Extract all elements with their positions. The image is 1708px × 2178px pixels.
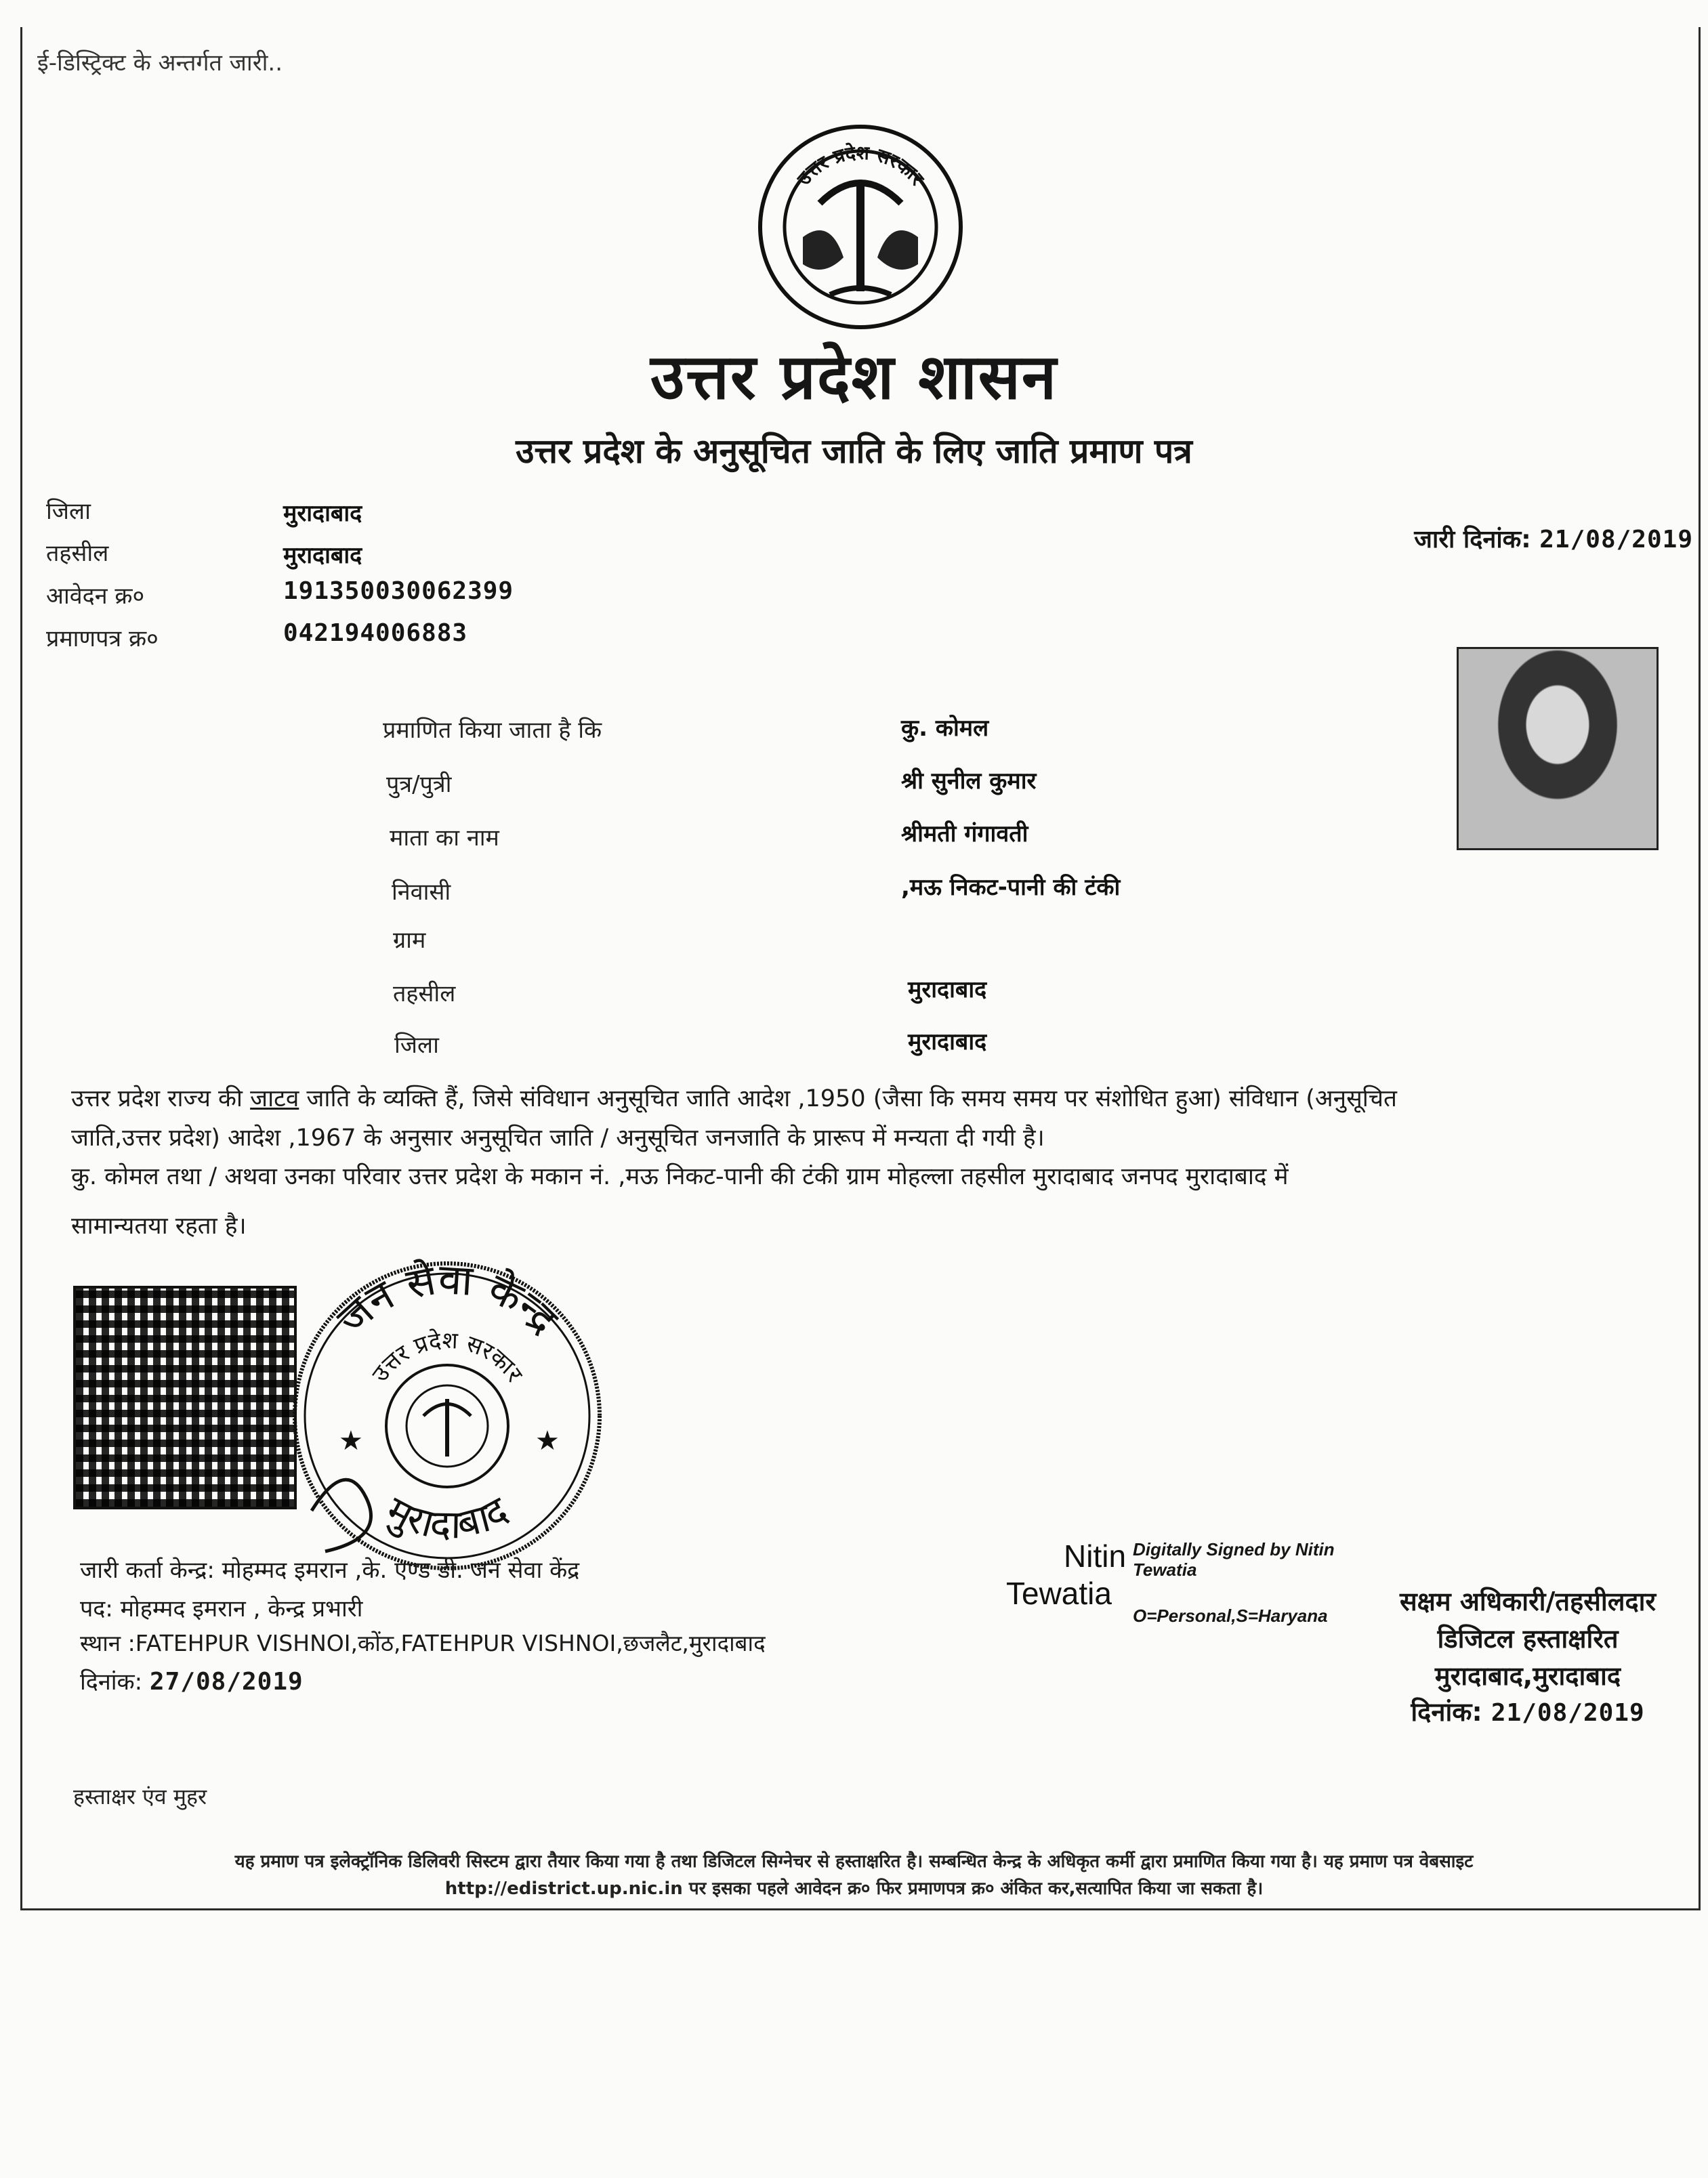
village-label: ग्राम: [393, 927, 426, 954]
authority-date-label: दिनांक:: [1411, 1697, 1482, 1727]
mother-name: श्रीमती गंगावती: [901, 820, 1028, 847]
svg-text:★: ★: [339, 1425, 363, 1457]
up-government-emblem: [755, 122, 965, 332]
issuer-date: [80, 1665, 304, 1696]
authority-date: [1369, 1694, 1687, 1729]
seal-inner-text: उत्तर प्रदेश सरकार: [367, 1326, 528, 1387]
certificate-title: उत्तर प्रदेश के अनुसूचित जाति के लिए जाति प्रमाण पत्र: [516, 432, 1192, 471]
applicant-photo: [1457, 647, 1659, 850]
digitally-signed-line1: Digitally Signed by Nitin: [1133, 1539, 1335, 1559]
seal-bottom-text: मुरादाबाद: [379, 1486, 516, 1548]
father-name: श्री सुनील कुमार: [901, 768, 1037, 795]
certificate-no-label: प्रमाणपत्र क्र०: [46, 625, 159, 652]
body-line-1: उत्तर प्रदेश राज्य की जाटव जाति के व्यक्ति हैं, जिसे संविधान अनुसूचित जाति आदेश ,1950 (जैसा कि समय समय पर संशोधित हुआ) संविधान (अनुसूचित: [71, 1085, 1397, 1112]
issue-date-label: जारी दिनांक:: [1414, 526, 1531, 553]
svg-text:मुरादाबाद: [379, 1486, 516, 1547]
body-line-2: जाति,उत्तर प्रदेश) आदेश ,1967 के अनुसार अनुसूचित जाति / अनुसूचित जनजाति के प्रारूप में मन्यता दी गयी है।: [71, 1125, 1045, 1152]
jan-seva-kendra-seal: [285, 1253, 610, 1578]
issuer-place: स्थान :FATEHPUR VISHNOI,कोंठ,FATEHPUR VISHNOI,छजलैट,मुरादाबाद: [80, 1630, 766, 1656]
district-value: मुरादाबाद: [283, 500, 362, 527]
body-line-4: सामान्यतया रहता है।: [71, 1213, 247, 1240]
district-detail-label: जिला: [394, 1032, 439, 1059]
tehsil-label: तहसील: [46, 540, 109, 567]
district-detail-value: मुरादाबाद: [908, 1028, 987, 1055]
footer-line-2: http://edistrict.up.nic.in पर इसका पहले आवेदन क्र० फिर प्रमाणपत्र क्र० अंकित कर,सत्यापित किया जा सकता है।: [444, 1879, 1264, 1899]
mother-label: माता का नाम: [390, 824, 499, 852]
issuer-date-value: 27/08/2019: [149, 1668, 304, 1696]
application-no-value: 191350030062399: [283, 577, 514, 605]
edistrict-note: ई-डिस्ट्रिक्ट के अन्तर्गत जारी..: [37, 49, 283, 77]
resident-label: निवासी: [392, 879, 451, 906]
issue-date: [1414, 522, 1693, 555]
qr-code: [73, 1286, 297, 1509]
emblem-text: उत्तर प्रदेश सरकार: [792, 141, 929, 190]
applicant-name: कु. कोमल: [901, 715, 989, 742]
footer-line-1: यह प्रमाण पत्र इलेक्ट्रॉनिक डिलिवरी सिस्टम द्वारा तैयार किया गया है तथा डिजिटल सिग्नेचर से हस्ताक्षरित है। सम्बन्धित केन्द्र के अधिकृत कर्मी द्वारा प्रमाणित किया गया है। यह प्रमाण पत्र वेबसाइट: [234, 1851, 1474, 1872]
signer-last-name: Tewatia: [1006, 1576, 1112, 1611]
government-title: उत्तर प्रदेश शासन: [650, 341, 1058, 413]
signature-org: O=Personal,S=Haryana: [1133, 1606, 1328, 1626]
digitally-signed-line2: Tewatia: [1133, 1559, 1197, 1580]
tehsil-detail-label: तहसील: [393, 980, 456, 1007]
body-line-3: कु. कोमल तथा / अथवा उनका परिवार उत्तर प्रदेश के मकान नं. ,मऊ निकट-पानी की टंकी ग्राम मोहल्ला तहसील मुरादाबाद जनपद मुरादाबाद में: [71, 1163, 1289, 1190]
tehsil-value: मुरादाबाद: [283, 542, 362, 569]
parent-label: पुत्र/पुत्री: [386, 771, 452, 798]
signer-first-name: Nitin: [1064, 1538, 1127, 1574]
issuer-post: पद: मोहम्मद इमरान , केन्द्र प्रभारी: [80, 1595, 363, 1622]
certificate-no-value: 042194006883: [283, 619, 468, 647]
tehsil-detail-value: मुरादाबाद: [908, 976, 987, 1003]
signature-stamp-label: हस्ताक्षर एंव मुहर: [73, 1784, 207, 1809]
authority-place: मुरादाबाद,मुरादाबाद: [1434, 1661, 1621, 1691]
issue-date-value: 21/08/2019: [1539, 526, 1693, 553]
seal-outer-text: जन सेवा केन्द्र: [327, 1253, 568, 1344]
application-no-label: आवेदन क्र०: [46, 583, 145, 610]
caste-name: जाटव: [250, 1085, 299, 1112]
digitally-signed-hindi: डिजिटल हस्ताक्षरित: [1437, 1624, 1619, 1654]
svg-text:उत्तर प्रदेश सरकार: [367, 1327, 528, 1388]
resident-value: ,मऊ निकट-पानी की टंकी: [901, 874, 1121, 901]
svg-text:★: ★: [535, 1425, 560, 1457]
issuer-date-label: दिनांक:: [80, 1669, 143, 1696]
competent-authority: सक्षम अधिकारी/तहसीलदार: [1399, 1587, 1657, 1616]
district-label: जिला: [46, 498, 91, 525]
certified-label: प्रमाणित किया जाता है कि: [383, 717, 602, 744]
authority-date-value: 21/08/2019: [1491, 1699, 1645, 1727]
issuing-center: जारी कर्ता केन्द्र: मोहम्मद इमरान ,के. एण्ड डी. जन सेवा केंद्र: [80, 1557, 580, 1584]
